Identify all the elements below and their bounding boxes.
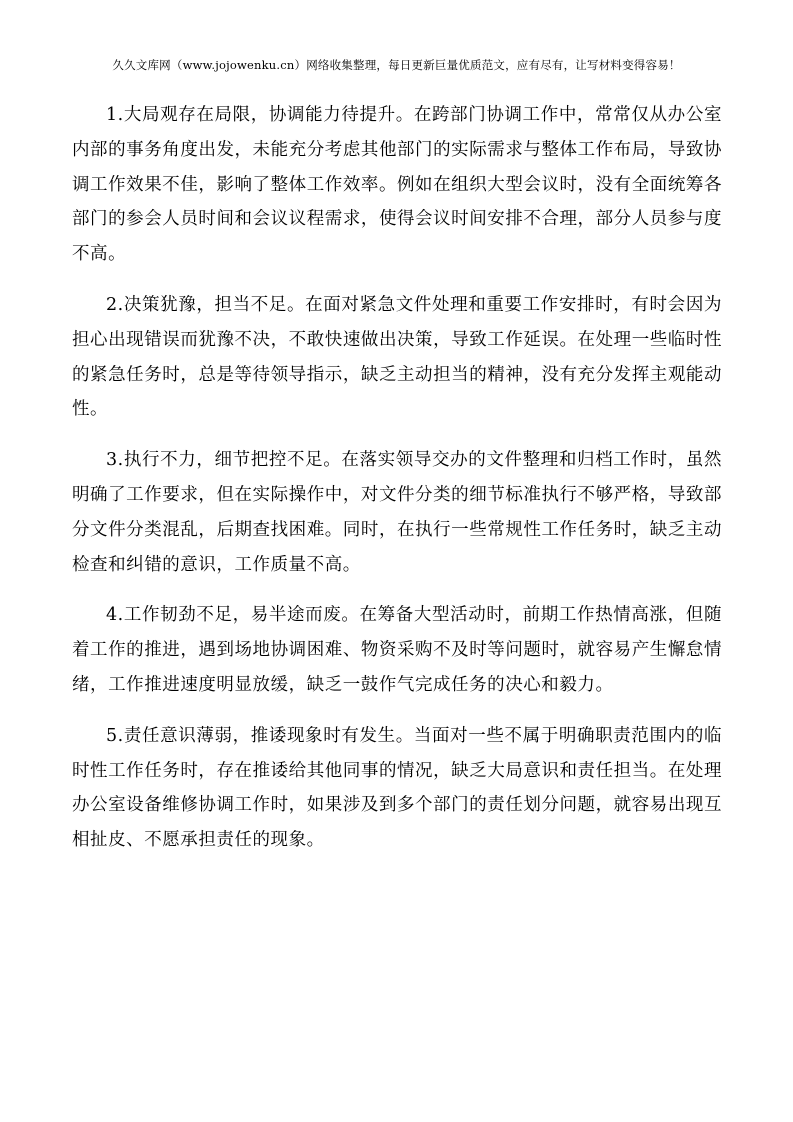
paragraph-1: 1.大局观存在局限，协调能力待提升。在跨部门协调工作中，常常仅从办公室内部的事务角度出发，未能充分考虑其他部门的实际需求与整体工作布局，导致协调工作效果不佳，影响了整体工作效率。例如在组织大型会议时，没有全面统筹各部门的参会人员时间和会议议程需求，使得会议时间安排不合理，部分人员参与度不高。 [72, 105, 722, 265]
paragraph-5: 5.责任意识薄弱，推诿现象时有发生。当面对一些不属于明确职责范围内的临时性工作任务时，存在推诿给其他同事的情况，缺乏大局意识和责任担当。在处理办公室设备维修协调工作时，如果涉及到多个部门的责任划分问题，就容易出现互相扯皮、不愿承担责任的现象。 [72, 725, 722, 851]
paragraph-4: 4.工作韧劲不足，易半途而废。在筹备大型活动时，前期工作热情高涨，但随着工作的推进，遇到场地协调困难、物资采购不及时等问题时，就容易产生懈怠情绪，工作推进速度明显放缓，缺乏一鼓作气完成任务的决心和毅力。 [72, 605, 722, 695]
paragraph-3: 3.执行不力，细节把控不足。在落实领导交办的文件整理和归档工作时，虽然明确了工作要求，但在实际操作中，对文件分类的细节标准执行不够严格，导致部分文件分类混乱，后期查找困难。同时，在执行一些常规性工作任务时，缺乏主动检查和纠错的意识，工作质量不高。 [72, 450, 722, 575]
page-header: 久久文库网（www.jojowenku.cn）网络收集整理，每日更新巨量优质范文，应有尽有，让写材料变得容易！ [112, 58, 681, 72]
paragraph-2: 2.决策犹豫，担当不足。在面对紧急文件处理和重要工作安排时，有时会因为担心出现错误而犹豫不决，不敢快速做出决策，导致工作延误。在处理一些临时性的紧急任务时，总是等待领导指示，缺乏主动担当的精神，没有充分发挥主观能动性。 [72, 294, 722, 420]
document-body [72, 98, 722, 874]
